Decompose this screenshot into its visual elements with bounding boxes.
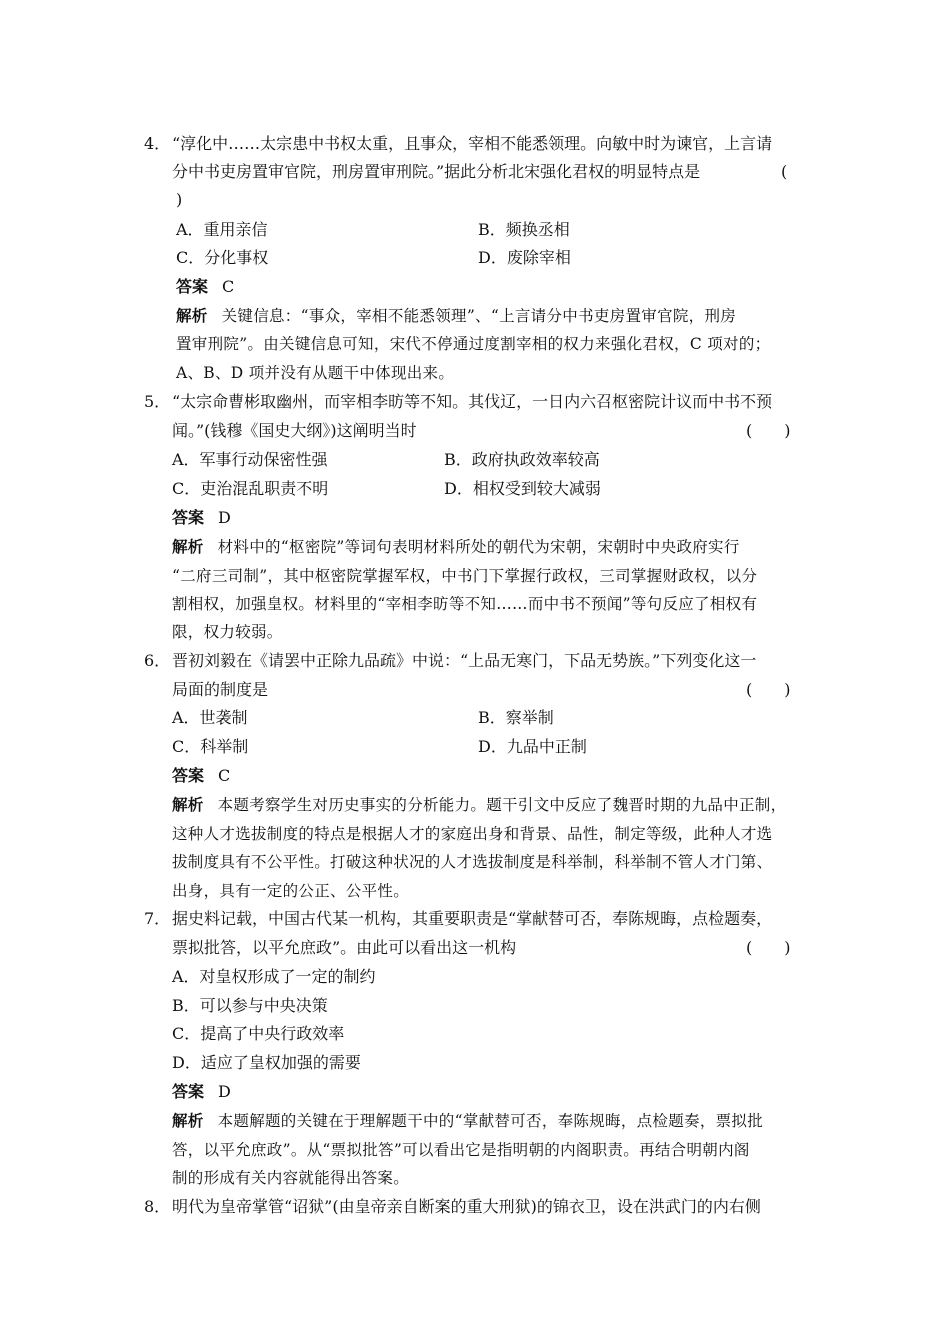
option-a: A．军事行动保密性强	[172, 450, 328, 469]
answer-value: C	[218, 766, 231, 785]
answer-blank: ( )	[746, 938, 791, 957]
question-stem-line: 闻。”(钱穆《国史大纲》)这阐明当时	[172, 421, 417, 440]
option-a: A．重用亲信	[176, 220, 268, 239]
explanation-line: 这种人才选拔制度的特点是根据人才的家庭出身和背景、品性，制定等级，此种人才选	[172, 825, 773, 843]
answer-line	[172, 508, 231, 528]
option-b: B．察举制	[478, 708, 554, 727]
question-stem-line: 明代为皇帝掌管“诏狱”(由皇帝亲自断案的重大刑狱)的锦衣卫，设在洪武门的内右侧	[172, 1197, 761, 1216]
explanation-label: 解析	[172, 795, 204, 814]
explanation-line: 割相权，加强皇权。材料里的“宰相李昉等不知……而中书不预闻”等句反应了相权有	[172, 595, 758, 613]
explanation-line: 出身，具有一定的公正、公平性。	[172, 882, 410, 900]
explanation-line: 制的形成有关内容就能得出答案。	[172, 1169, 410, 1187]
explanation-line: 解析 本题解题的关键在于理解题干中的“掌献替可否，奉陈规晦，点检题奏，票拟批	[172, 1111, 764, 1130]
option-b: B．政府执政效率较高	[444, 450, 600, 469]
option-d: D．九品中正制	[478, 737, 587, 756]
option-b: B．可以参与中央决策	[172, 996, 328, 1015]
question-stem-line: “淳化中……太宗患中书权太重，且事众，宰相不能悉领理。向敏中时为谏官，上言请	[172, 134, 773, 153]
explanation-line: 解析 关键信息：“事众，宰相不能悉领理”、“上言请分中书吏房置审官院，刑房	[176, 306, 737, 325]
question-number: 6．	[144, 651, 171, 670]
option-c: C．提高了中央行政效率	[172, 1024, 345, 1043]
explanation-label: 解析	[172, 1111, 204, 1130]
answer-line	[172, 766, 230, 786]
question-stem-line: 据史料记载，中国古代某一机构，其重要职责是“掌献替可否，奉陈规晦，点检题奏，	[172, 909, 773, 928]
answer-blank-open: (	[781, 162, 788, 181]
answer-blank-close: )	[176, 190, 183, 209]
option-c: C．科举制	[172, 737, 249, 756]
question-stem-line: 票拟批答，以平允庶政”。由此可以看出这一机构	[172, 938, 517, 957]
answer-label: 答案	[172, 508, 205, 527]
explanation-line: “二府三司制”，其中枢密院掌握军权，中书门下掌握行政权，三司掌握财政权，以分	[172, 567, 758, 585]
explanation-line: 解析 材料中的“枢密院”等词句表明材料所处的朝代为宋朝，宋朝时中央政府实行	[172, 537, 740, 556]
explanation-label: 解析	[172, 537, 204, 556]
option-a: A．世袭制	[172, 708, 248, 727]
question-number: 5．	[144, 392, 171, 411]
answer-line	[172, 1082, 231, 1102]
answer-blank: ( )	[746, 421, 791, 440]
explanation-line: A、B、D 项并没有从题干中体现出来。	[176, 364, 455, 382]
option-c: C．吏治混乱职责不明	[172, 479, 329, 498]
explanation-line: 限，权力较弱。	[172, 623, 283, 641]
answer-blank: ( )	[746, 680, 791, 699]
question-number: 7．	[144, 909, 171, 928]
answer-label: 答案	[176, 277, 209, 296]
answer-label: 答案	[172, 766, 205, 785]
answer-line	[176, 277, 234, 297]
explanation-line: 答，以平允庶政”。从“票拟批答”可以看出它是指明朝的内阁职责。再结合明朝内阁	[172, 1141, 750, 1159]
explanation-label: 解析	[176, 306, 208, 325]
explanation-line: 解析 本题考察学生对历史事实的分析能力。题干引文中反应了魏晋时期的九品中正制，	[172, 795, 787, 814]
question-stem-line: “太宗命曹彬取幽州，而宰相李昉等不知。其伐辽，一日内六召枢密院计议而中书不预	[172, 392, 773, 411]
answer-value: D	[218, 1082, 231, 1101]
question-number: 4．	[144, 134, 171, 153]
question-stem-line: 局面的制度是	[172, 680, 269, 699]
option-c: C．分化事权	[176, 248, 269, 267]
option-b: B．频换丞相	[478, 220, 570, 239]
option-d: D．适应了皇权加强的需要	[172, 1053, 361, 1072]
option-a: A．对皇权形成了一定的制约	[172, 967, 376, 986]
answer-value: D	[218, 508, 231, 527]
option-d: D．废除宰相	[478, 248, 571, 267]
answer-label: 答案	[172, 1082, 205, 1101]
explanation-line: 拔制度具有不公平性。打破这种状况的人才选拔制度是科举制，科举制不管人才门第、	[172, 853, 773, 871]
option-d: D．相权受到较大减弱	[444, 479, 601, 498]
question-number: 8．	[144, 1197, 171, 1216]
answer-value: C	[222, 277, 235, 296]
question-stem-line: 晋初刘毅在《请罢中正除九品疏》中说：“上品无寒门，下品无势族。”下列变化这一	[172, 651, 757, 670]
explanation-line: 置审刑院”。由关键信息可知，宋代不停通过度割宰相的权力来强化君权，C 项对的；	[176, 335, 771, 353]
question-stem-line: 分中书吏房置审官院，刑房置审刑院。”据此分析北宋强化君权的明显特点是	[172, 162, 701, 181]
